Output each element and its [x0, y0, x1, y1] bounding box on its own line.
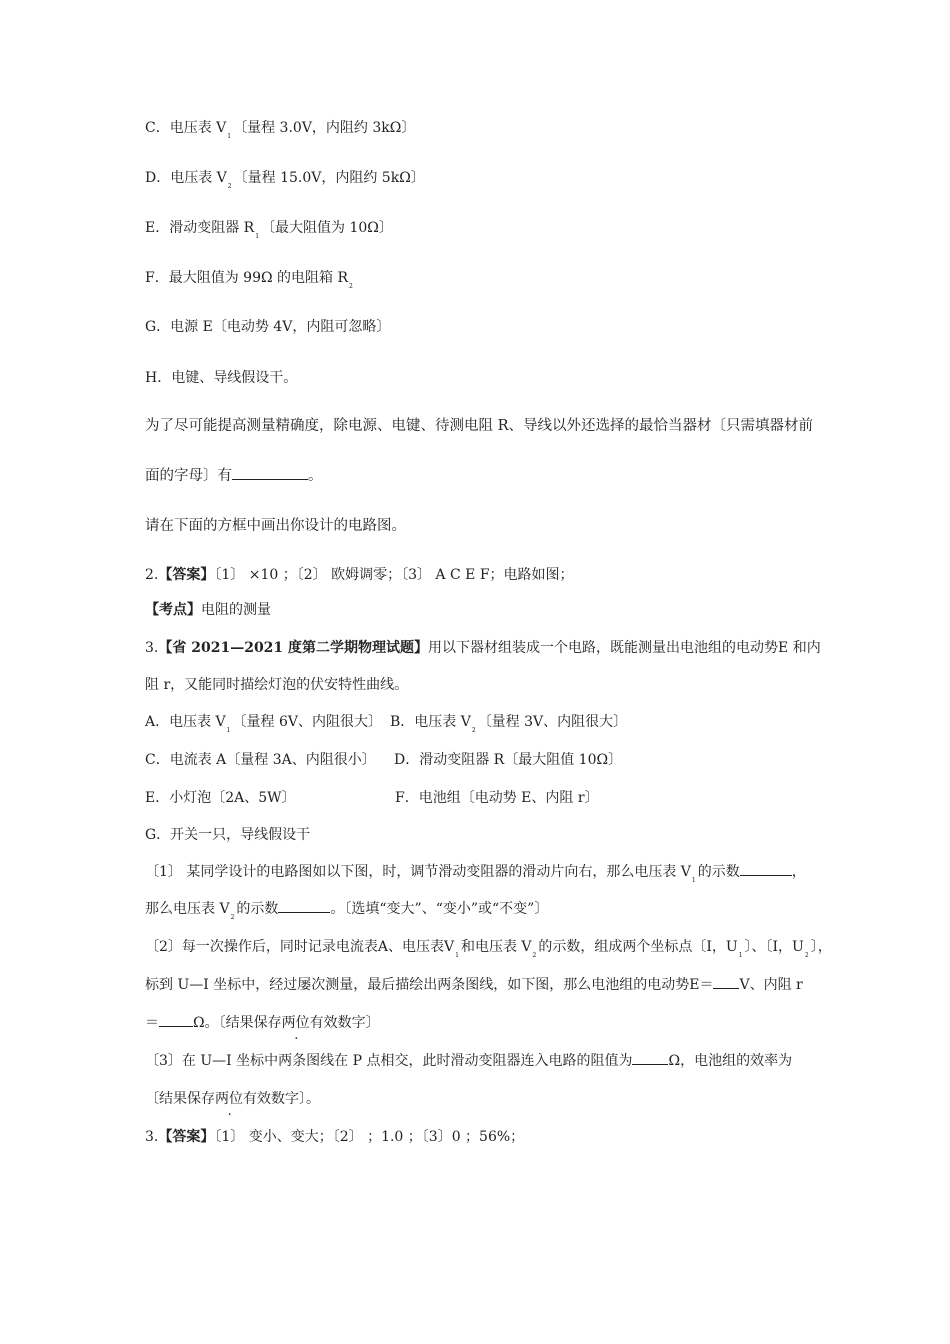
q3-option-e: E．小灯泡〔2A、5W〕	[145, 790, 296, 806]
answer-number: 2.	[145, 567, 159, 583]
question-text: 那么电压表 V	[145, 901, 230, 917]
option-f-text: F．最大阻值为 99Ω 的电阻箱 R	[145, 270, 349, 286]
question-text: 〔结果保存	[145, 1091, 215, 1107]
q3-option-d: D．滑动变阻器 R〔最大阻值 10Ω〕	[394, 752, 623, 768]
option-spec: 〔量程 3V、内阻很大〕	[477, 714, 628, 730]
subscript: 2	[230, 914, 235, 921]
option-text: B．电压表 V	[390, 714, 471, 730]
option-f	[145, 268, 355, 297]
subscript: 1	[226, 727, 231, 734]
question-text: 标到 U—I 坐标中，经过屡次测量，最后描绘出两条图线，如下图，那么电池组的电动势E＝	[145, 977, 714, 993]
subscript: 2	[227, 183, 232, 190]
answer-text: 〔1〕 ×10 ；〔2〕 欧姆调零；〔3〕 A C E F；电路如图；	[214, 567, 574, 583]
q3-option-a	[145, 712, 382, 741]
answer-line	[145, 565, 574, 585]
q3-stem-line2: 阻 r，又能同时描绘灯泡的伏安特性曲线。	[145, 677, 409, 693]
subscript: 2	[804, 952, 809, 959]
question-text: 面的字母〕有	[145, 468, 232, 484]
q3-option-c: C．电流表 A〔量程 3A、内阻很小〕	[145, 752, 376, 768]
subscript: 2	[349, 283, 353, 290]
subscript: 2	[532, 952, 537, 959]
emphasis-text: 两位	[281, 1015, 310, 1031]
q3-stem-line1	[145, 638, 821, 658]
question-text: 用以下器材组装成一个电路，既能测量出电池组的电动势E 和内	[428, 640, 821, 656]
question-text: 的示数	[236, 901, 279, 917]
question-line: 请在下面的方框中画出你设计的电路图。	[145, 518, 406, 534]
option-c-text: C．电压表 V	[145, 120, 227, 136]
q3-part2-line2	[145, 975, 803, 995]
answer-text: 〔1〕 变小、变大；〔2〕 ；1.0 ；〔3〕0 ；56%；	[214, 1129, 525, 1145]
question-line: 为了尽可能提高测量精确度，除电源、电键、待测电阻 R、导线以外还选择的最恰当器材〔只需填器材前	[145, 418, 814, 434]
subscript: 1	[691, 877, 696, 884]
q3-part1-line2	[145, 899, 548, 928]
q3-part2-line1	[145, 937, 832, 966]
question-text: 〔1〕 某同学设计的电路图如以下图，时，调节滑动变阻器的滑动片向右，那么电压表 V	[145, 864, 691, 880]
option-e-spec: 〔最大阻值为 10Ω〕	[261, 220, 393, 236]
option-c	[145, 118, 415, 147]
answer-tag: 【答案】	[158, 1129, 215, 1145]
question-text: 。	[308, 468, 323, 484]
answer-number: 3.	[145, 1129, 159, 1145]
option-g: G．电源 E〔电动势 4V，内阻可忽略〕	[145, 319, 391, 335]
knowledge-point	[145, 600, 271, 620]
option-d	[145, 168, 425, 197]
question-text: 和电压表 V	[460, 939, 532, 955]
question-text: 〕、〔I，U	[744, 939, 804, 955]
answer-blank	[278, 911, 330, 913]
question-text: V、内阻 r	[739, 977, 803, 993]
question-text: 有效数字〕	[309, 1015, 380, 1031]
question-text: 〔3〕在 U—I 坐标中两条图线在 P 点相交，此时滑动变阻器连入电路的阻值为	[145, 1053, 633, 1069]
option-d-spec: 〔量程 15.0V，内阻约 5kΩ〕	[233, 170, 425, 186]
question-text: ＝	[145, 1015, 159, 1031]
subscript: 1	[227, 133, 232, 140]
q3-answer-line	[145, 1127, 524, 1147]
option-text: A．电压表 V	[145, 714, 226, 730]
q3-option-b	[390, 712, 627, 741]
question-text: Ω。〔结果保存	[193, 1015, 282, 1031]
q3-part1-line1	[145, 862, 806, 891]
q3-part2-line3	[145, 1013, 380, 1033]
answer-blank	[713, 987, 739, 989]
answer-blank	[740, 874, 792, 876]
question-source: 【省 2021—2021 度第二学期物理试题】	[158, 640, 429, 656]
question-text: 的示数	[697, 864, 740, 880]
answer-tag: 【答案】	[158, 567, 215, 583]
point-text: 电阻的测量	[201, 602, 271, 618]
subscript: 1	[455, 952, 459, 959]
question-text: 〔2〕每一次操作后，同时记录电流表A、电压表V	[145, 939, 455, 955]
option-d-text: D．电压表 V	[145, 170, 227, 186]
option-spec: 〔量程 6V、内阻很大〕	[232, 714, 382, 730]
question-text: 。〔选填“变大”、“变小”或“不变”〕	[330, 901, 549, 917]
q3-option-g: G．开关一只，导线假设干	[145, 827, 311, 843]
q3-part3-line2	[145, 1089, 320, 1109]
option-e	[145, 218, 393, 247]
question-text: 的示数，组成两个坐标点〔I，U	[538, 939, 738, 955]
option-h: H．电键、导线假设干。	[145, 370, 298, 386]
emphasis-text: 两位	[215, 1091, 243, 1107]
question-line-blank	[145, 466, 323, 486]
q3-option-f: F．电池组〔电动势 E、内阻 r〕	[395, 790, 599, 806]
point-tag: 【考点】	[145, 602, 201, 618]
subscript: 2	[471, 727, 476, 734]
question-text: ，	[791, 864, 806, 880]
option-e-text: E．滑动变阻器 R	[145, 220, 255, 236]
question-text: Ω，电池组的效率为	[668, 1053, 793, 1069]
option-c-spec: 〔量程 3.0V，内阻约 3kΩ〕	[233, 120, 416, 136]
subscript: 1	[255, 233, 260, 240]
question-number: 3.	[145, 640, 159, 656]
question-text: 有效数字〕。	[243, 1091, 320, 1107]
q3-part3-line1	[145, 1051, 792, 1071]
answer-blank	[159, 1025, 193, 1027]
answer-blank	[232, 478, 308, 480]
question-text: 〕，	[810, 939, 832, 955]
subscript: 1	[738, 952, 743, 959]
answer-blank	[632, 1063, 668, 1065]
